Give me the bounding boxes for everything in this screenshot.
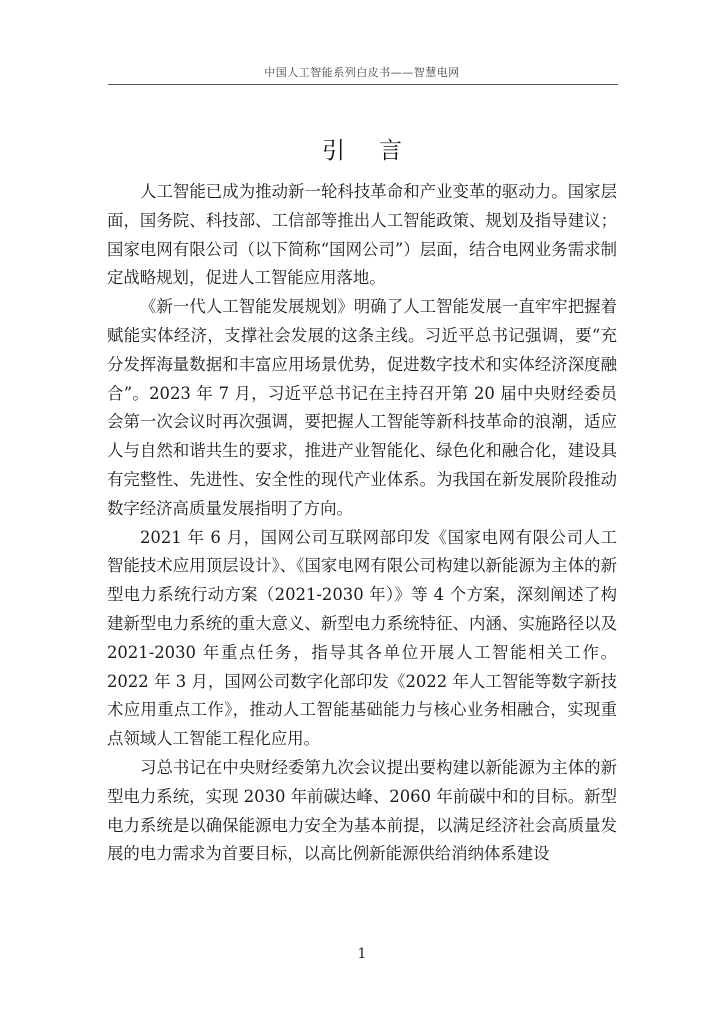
header-divider [108, 84, 618, 85]
body-text [107, 178, 617, 869]
paragraph-4: 习总书记在中央财经委第九次会议提出要构建以新能源为主体的新型电力系统，实现 2030 年前碳达峰、2060 年前碳中和的目标。新型电力系统是以确保能源电力安全为基本前提，以满足经济社会高质量发展的电力需求为首要目标，以高比例新能源供给消纳体系建设 [107, 757, 617, 864]
running-header: 中国人工智能系列白皮书——智慧电网 [264, 66, 460, 79]
section-title: 引言 [322, 138, 436, 164]
paragraph-1: 人工智能已成为推动新一轮科技革命和产业变革的驱动力。国家层面，国务院、科技部、工信部等推出人工智能政策、规划及指导建议；国家电网有限公司（以下简称“国网公司”）层面，结合电网业务需求制定战略规划，促进人工智能应用落地。 [107, 182, 617, 288]
page-number: 1 [357, 946, 367, 962]
paragraph-3: 2021 年 6 月，国网公司互联网部印发《国家电网有限公司人工智能技术应用顶层设计》、《国家电网有限公司构建以新能源为主体的新型电力系统行动方案（2021-2030 年）》等 4 个方案，深刻阐述了构建新型电力系统的重大意义、新型电力系统特征、内涵、实施路径以及 2021-2030 年重点任务，指导其各单位开展人工智能相关工作。2022 年 3 月，国网公司数字化部印发《2022 年人工智能等数字新技术应用重点工作》，推动人工智能基础能力与核心业务相融合，实现重点领域人工智能工程化应用。 [107, 527, 617, 749]
paragraph-2: 《新一代人工智能发展规划》明确了人工智能发展一直牢牢把握着赋能实体经济，支撑社会发展的这条主线。习近平总书记强调，要“充分发挥海量数据和丰富应用场景优势，促进数字技术和实体经济深度融合”。2023 年 7 月，习近平总书记在主持召开第 20 届中央财经委员会第一次会议时再次强调，要把握人工智能等新科技革命的浪潮，适应人与自然和谐共生的要求，推进产业智能化、绿色化和融合化，建设具有完整性、先进性、安全性的现代产业体系。为我国在新发展阶段推动数字经济高质量发展指明了方向。 [107, 297, 617, 518]
